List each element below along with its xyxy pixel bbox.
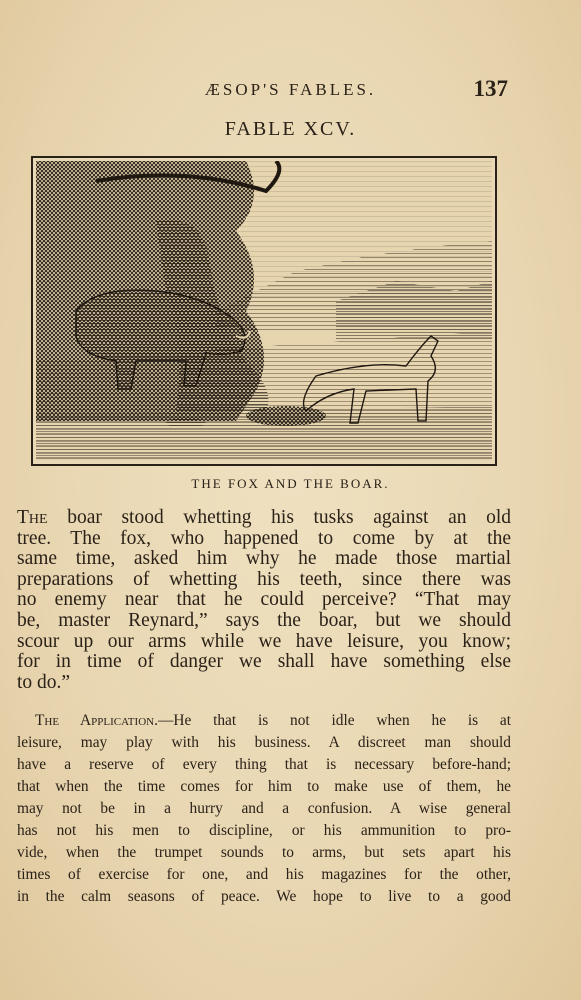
fable-body-line: same time, asked him why he made those martial xyxy=(17,548,511,570)
application-line: times of exercise for one, and his magazines for the other, xyxy=(17,866,511,883)
fable-body-line: no enemy near that he could perceive? “That may xyxy=(17,589,511,611)
fable-body xyxy=(17,508,511,693)
application-line-1: The Application.—He that is not idle when he is at xyxy=(35,712,511,729)
fable-body-line: preparations of whetting his teeth, since there was xyxy=(17,568,511,590)
fable-lead-word: The xyxy=(17,507,48,528)
page-number: 137 xyxy=(473,76,508,101)
application-paragraph xyxy=(17,710,511,908)
fable-body-line: to do.” xyxy=(17,671,71,693)
application-line: that when the time comes for him to make use of them, he xyxy=(17,778,511,795)
fable-body-line: tree. The fox, who happened to come by at the xyxy=(17,527,511,549)
application-line: has not his men to discipline, or his ammunition to pro- xyxy=(17,822,511,839)
fox-and-boar-woodcut-icon xyxy=(36,161,492,461)
running-head xyxy=(0,76,581,106)
application-line: leisure, may play with his business. A discreet man should xyxy=(17,734,511,751)
application-line: have a reserve of every thing that is necessary before-hand; xyxy=(17,756,511,773)
running-title: ÆSOP'S FABLES. xyxy=(204,80,377,99)
fable-body-line-1: The boar stood whetting his tusks against an old xyxy=(17,507,511,528)
fable-body-line: be, master Reynard,” says the boar, but we should xyxy=(17,609,511,631)
application-line: may not be in a hurry and a confusion. A wise general xyxy=(17,800,511,817)
fable-body-line: scour up our arms while we have leisure, you know; xyxy=(17,630,511,652)
fable-body-line: for in time of danger we shall have something else xyxy=(17,651,511,673)
illustration-caption: THE FOX AND THE BOAR. xyxy=(191,476,390,491)
woodcut-illustration xyxy=(31,156,497,466)
fable-title: FABLE XCV. xyxy=(224,118,357,140)
application-heading: The Application. xyxy=(35,712,158,729)
application-line: vide, when the trumpet sounds to arms, but sets apart his xyxy=(17,844,511,861)
application-line: in the calm seasons of peace. We hope to live to a good xyxy=(17,888,511,905)
